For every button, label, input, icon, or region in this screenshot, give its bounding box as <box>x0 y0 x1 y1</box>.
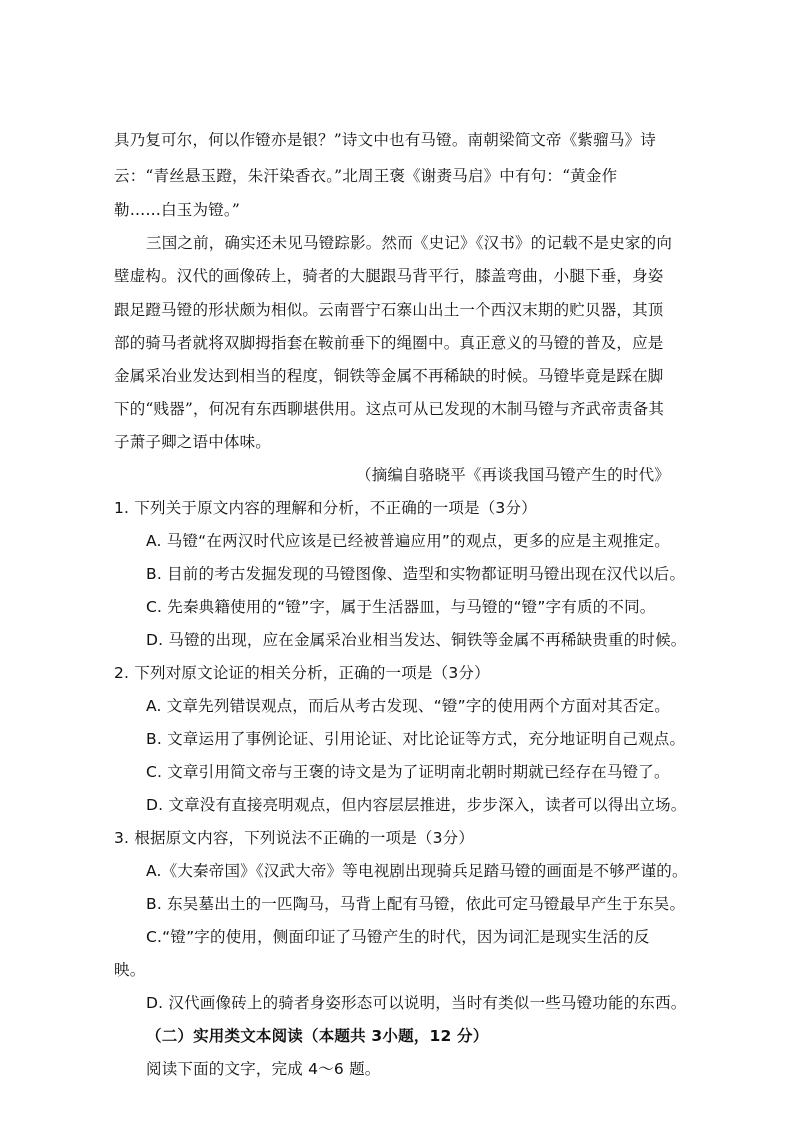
question-stem: 1. 下列关于原文内容的理解和分析，不正确的一项是（3分） <box>114 499 537 517</box>
passage-line: 子萧子卿之语中体味。 <box>114 433 272 451</box>
question-option: C. 先秦典籍使用的“镫”字，属于生活器皿，与马镫的“镫”字有质的不同。 <box>146 598 656 616</box>
question-option: D. 汉代画像砖上的骑者身姿形态可以说明，当时有类似一些马镫功能的东西。 <box>146 994 687 1012</box>
passage-line: 部的骑马者就将双脚拇指套在鞍前垂下的绳圈中。真正意义的马镫的普及，应是 <box>114 334 664 352</box>
question-option: A.《大秦帝国》《汉武大帝》等电视剧出现骑兵足踏马镫的画面是不够严谨的。 <box>146 862 688 880</box>
question-stem: 2. 下列对原文论证的相关分析，正确的一项是（3分） <box>114 664 490 682</box>
section-heading: （二）实用类文本阅读（本题共 3小题，12 分） <box>146 1027 489 1045</box>
passage-source: （摘编自骆晓平《再谈我国马镫产生的时代》 <box>356 466 671 484</box>
passage-line: 具乃复可尔，何以作镫亦是银？”诗文中也有马镫。南朝梁简文帝《紫骝马》诗 <box>114 131 656 149</box>
question-option: C. 文章引用简文帝与王褒的诗文是为了证明南北朝时期就已经存在马镫了。 <box>146 763 670 781</box>
passage-line: 下的“贱器”，何况有东西聊堪供用。这点可从已发现的木制马镫与齐武帝责备其 <box>114 400 665 418</box>
passage-line: 三国之前，确实还未见马镫踪影。然而《史记》《汉书》的记载不是史家的向 <box>146 234 673 252</box>
passage-line: 勒……白玉为镫。” <box>114 201 240 219</box>
question-option: A. 文章先列错误观点，而后从考古发现、“镫”字的使用两个方面对其否定。 <box>146 697 670 715</box>
question-option: D. 文章没有直接亮明观点，但内容层层推进，步步深入，读者可以得出立场。 <box>146 796 687 814</box>
question-option: C.“镫”字的使用，侧面印证了马镫产生的时代，因为词汇是现实生活的反 <box>146 928 650 946</box>
section-instruction: 阅读下面的文字，完成 4～6 题。 <box>146 1060 381 1078</box>
question-option: B. 东吴墓出土的一匹陶马，马背上配有马镫，依此可定马镫最早产生于东吴。 <box>146 895 686 913</box>
passage-line: 金属采冶业发达到相当的程度，铜铁等金属不再稀缺的时候。马镫毕竟是踩在脚 <box>114 367 664 385</box>
question-option-continued: 映。 <box>114 961 146 979</box>
question-option: B. 目前的考古发掘发现的马镫图像、造型和实物都证明马镫出现在汉代以后。 <box>146 565 686 583</box>
question-stem: 3. 根据原文内容，下列说法不正确的一项是（3分） <box>114 829 475 847</box>
question-option: D. 马镫的出现，应在金属采冶业相当发达、铜铁等金属不再稀缺贵重的时候。 <box>146 631 687 649</box>
passage-line: 跟足蹬马镫的形状颇为相似。云南晋宁石寨山出土一个西汉末期的贮贝器，其顶 <box>114 301 664 319</box>
question-option: A. 马镫“在两汉时代应该是已经被普遍应用”的观点，更多的应是主观推定。 <box>146 532 670 550</box>
passage-line: 云：“青丝悬玉蹬，朱汗染香衣。”北周王褒《谢赉马启》中有句：“黄金作 <box>114 167 618 185</box>
question-option: B. 文章运用了事例论证、引用论证、对比论证等方式，充分地证明自己观点。 <box>146 730 686 748</box>
passage-line: 壁虚构。汉代的画像砖上，骑者的大腿跟马背平行，膝盖弯曲，小腿下垂，身姿 <box>114 267 664 285</box>
